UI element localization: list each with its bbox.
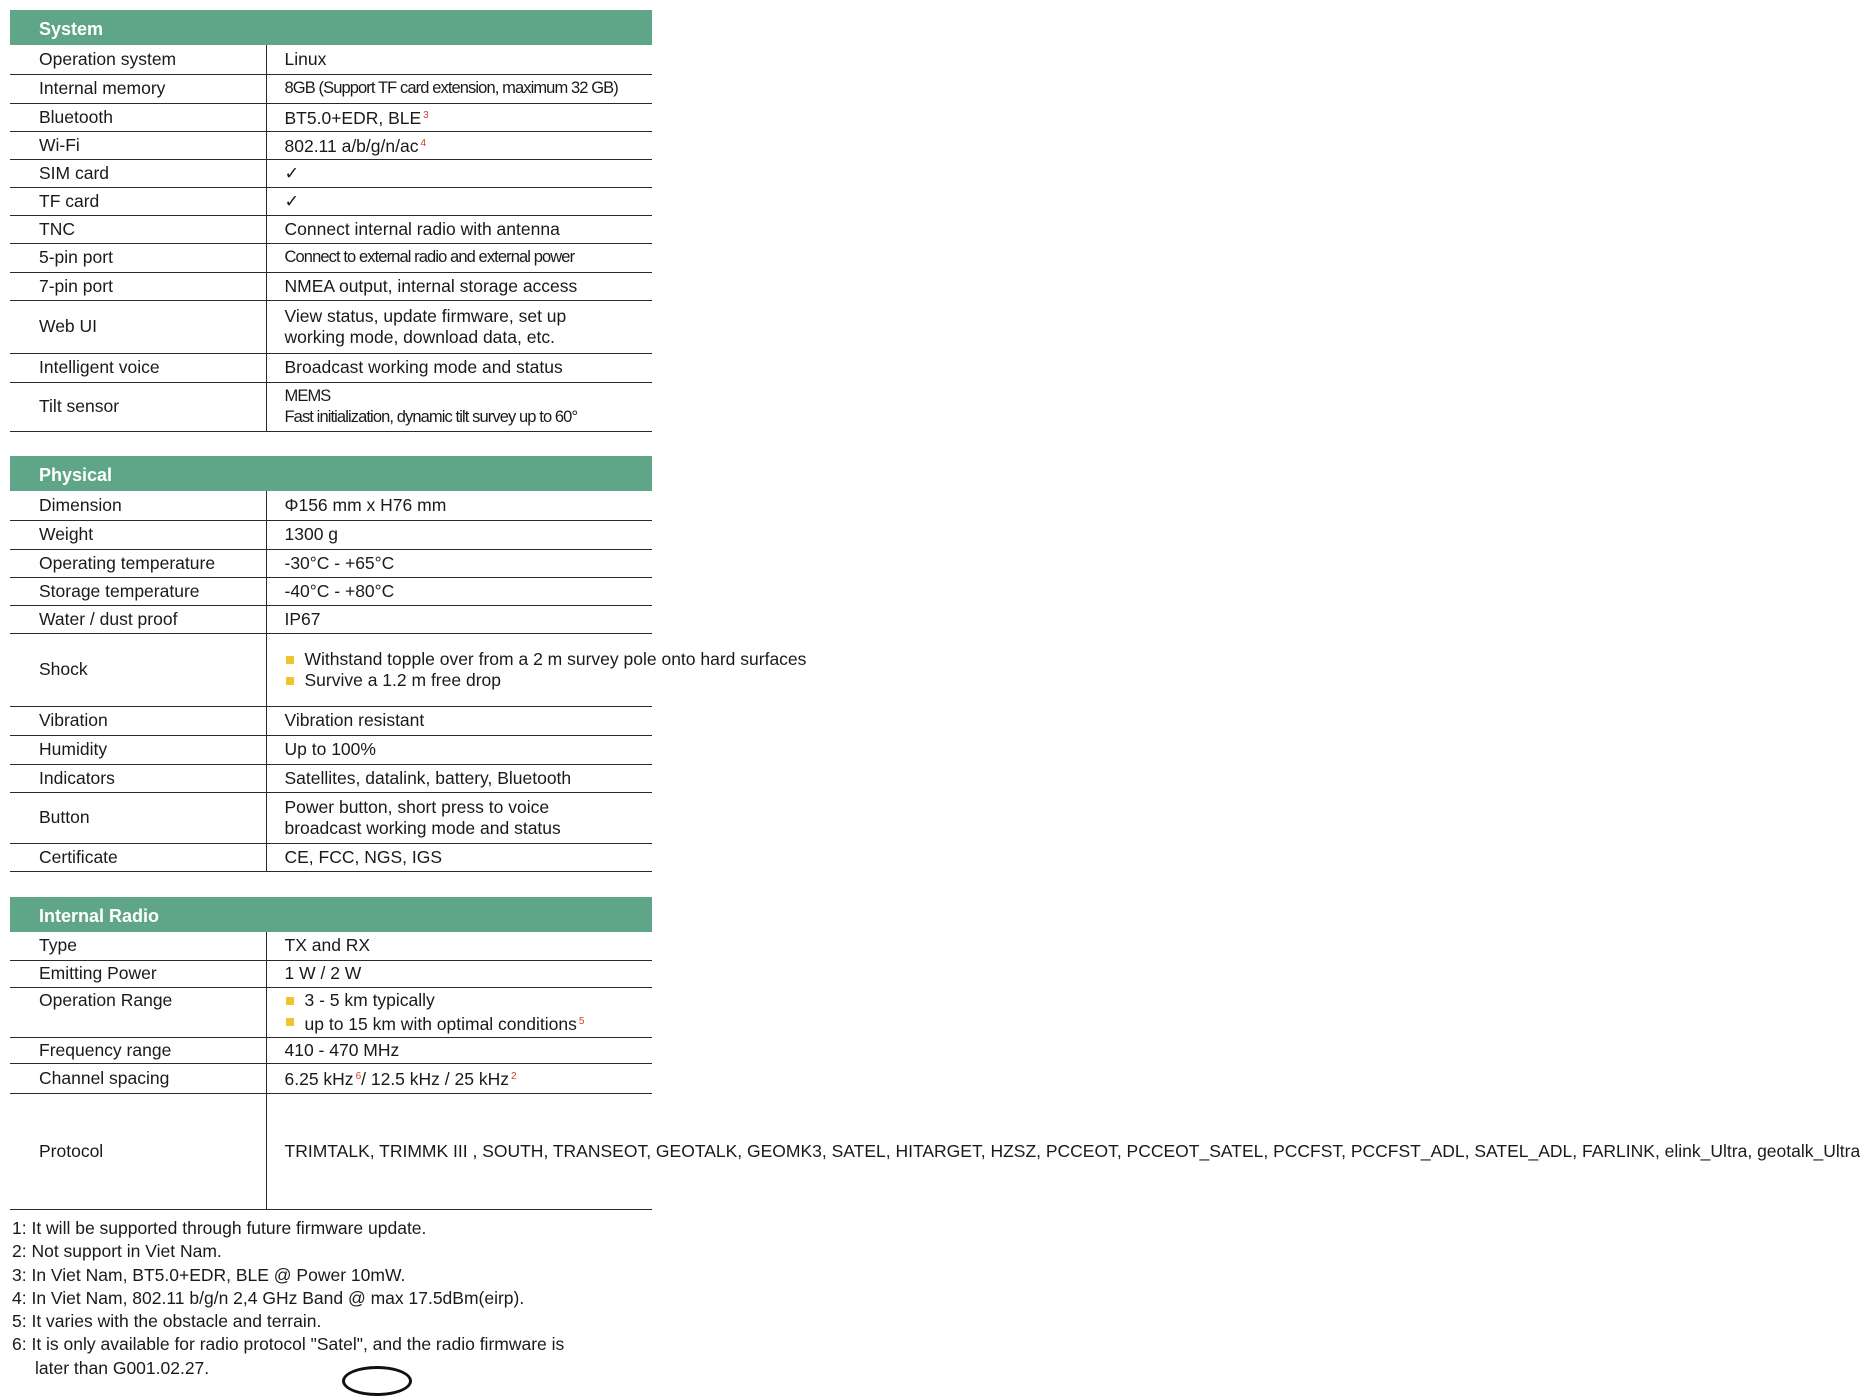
check-icon: ✓ xyxy=(266,187,652,215)
row-value xyxy=(266,987,652,1037)
table-row xyxy=(10,382,652,431)
row-label: Weight xyxy=(10,520,266,549)
row-label: Button xyxy=(10,792,266,843)
row-value: 8GB (Support TF card extension, maximum 32 GB) xyxy=(266,74,652,103)
row-label: Operating temperature xyxy=(10,549,266,577)
table-row xyxy=(10,549,652,577)
table-row xyxy=(10,300,652,353)
row-label: Operation Range xyxy=(10,987,266,1037)
footnote: 3: In Viet Nam, BT5.0+EDR, BLE @ Power 10mW. xyxy=(12,1264,406,1285)
footnote: 4: In Viet Nam, 802.11 b/g/n 2,4 GHz Band @ max 17.5dBm(eirp). xyxy=(12,1287,525,1308)
footnote-marker: 3 xyxy=(423,110,429,121)
row-label: Internal memory xyxy=(10,74,266,103)
row-value: Broadcast working mode and status xyxy=(266,353,652,382)
table-row xyxy=(10,353,652,382)
table-row xyxy=(10,1093,652,1209)
row-label: Bluetooth xyxy=(10,103,266,131)
table-row xyxy=(10,131,652,159)
row-value: TRIMTALK, TRIMMK III , SOUTH, TRANSEOT, GEOTALK, GEOMK3, SATEL, HITARGET, HZSZ, PCCEOT, PCCEOT_SATEL, PCCFST, PCCFST_ADL, SATEL_ADL, FARLINK, elink_Ultra, geotalk_Ultra xyxy=(266,1093,652,1209)
row-value xyxy=(266,1063,652,1093)
physical-table xyxy=(10,491,807,872)
check-icon: ✓ xyxy=(266,159,652,187)
table-row xyxy=(10,1063,652,1093)
footnote: 6: It is only available for radio protocol "Satel", and the radio firmware is xyxy=(12,1334,565,1355)
row-label: Humidity xyxy=(10,735,266,764)
row-value: Satellites, datalink, battery, Bluetooth xyxy=(266,764,652,792)
row-label: Emitting Power xyxy=(10,960,266,987)
row-value xyxy=(266,382,652,431)
row-label: Tilt sensor xyxy=(10,382,266,431)
system-table xyxy=(10,45,652,432)
row-value xyxy=(266,633,807,706)
row-value: Linux xyxy=(266,45,652,74)
table-row xyxy=(10,491,652,520)
table-row xyxy=(10,103,652,131)
bullet-text: up to 15 km with optimal conditions xyxy=(304,1013,577,1034)
logo-arc-icon xyxy=(342,1366,412,1396)
table-row xyxy=(10,987,652,1037)
row-value: 410 - 470 MHz xyxy=(266,1037,652,1063)
footnote-marker: 4 xyxy=(420,138,427,149)
row-label: Channel spacing xyxy=(10,1063,266,1093)
table-row xyxy=(10,272,652,300)
table-row xyxy=(10,187,652,215)
row-value: Up to 100% xyxy=(266,735,652,764)
row-value: Vibration resistant xyxy=(266,706,652,735)
row-label: Water / dust proof xyxy=(10,605,266,633)
footnote: 2: Not support in Viet Nam. xyxy=(12,1241,222,1262)
table-row xyxy=(10,960,652,987)
row-value: 1300 g xyxy=(266,520,652,549)
radio-table xyxy=(10,932,1860,1210)
table-row xyxy=(10,932,652,960)
footnote-marker: 6 xyxy=(355,1071,362,1082)
row-value: Φ156 mm x H76 mm xyxy=(266,491,652,520)
row-value: Connect to external radio and external power xyxy=(266,243,652,272)
value-line: Power button, short press to voice xyxy=(284,796,550,817)
row-label: Type xyxy=(10,932,266,960)
footnote: 5: It varies with the obstacle and terrain. xyxy=(12,1311,322,1332)
table-row xyxy=(10,735,652,764)
value-line: Fast initialization, dynamic tilt survey up to 60° xyxy=(284,407,578,426)
table-row xyxy=(10,159,652,187)
row-label: Protocol xyxy=(10,1093,266,1209)
row-label: 7-pin port xyxy=(10,272,266,300)
table-row xyxy=(10,215,652,243)
row-label: Operation system xyxy=(10,45,266,74)
table-row xyxy=(10,577,652,605)
system-header: System xyxy=(10,10,652,45)
row-label: TNC xyxy=(10,215,266,243)
row-label: Vibration xyxy=(10,706,266,735)
physical-header: Physical xyxy=(10,456,652,491)
row-label: 5-pin port xyxy=(10,243,266,272)
row-value xyxy=(266,131,652,159)
bullet-item: Survive a 1.2 m free drop xyxy=(285,670,653,691)
value-line: broadcast working mode and status xyxy=(284,817,561,838)
value-line: MEMS xyxy=(284,386,331,405)
system-section xyxy=(10,10,652,432)
radio-section xyxy=(10,897,1860,1210)
row-label: Shock xyxy=(10,633,266,706)
row-value xyxy=(266,103,652,131)
value-line: working mode, download data, etc. xyxy=(284,326,555,347)
bullet-item: Withstand topple over from a 2 m survey pole onto hard surfaces xyxy=(285,649,653,670)
row-label: SIM card xyxy=(10,159,266,187)
physical-section xyxy=(10,456,807,872)
row-value: IP67 xyxy=(266,605,652,633)
row-value: -30°C - +65°C xyxy=(266,549,652,577)
bullet-item: 3 - 5 km typically xyxy=(285,990,653,1011)
footnotes xyxy=(12,1217,667,1380)
table-row xyxy=(10,74,652,103)
footnote-marker: 2 xyxy=(510,1071,517,1082)
row-value: NMEA output, internal storage access xyxy=(266,272,652,300)
row-label: TF card xyxy=(10,187,266,215)
value-line: View status, update firmware, set up xyxy=(284,305,567,326)
table-row xyxy=(10,45,652,74)
table-row xyxy=(10,706,652,735)
table-row xyxy=(10,764,652,792)
row-value: Connect internal radio with antenna xyxy=(266,215,652,243)
footnote-continuation: later than G001.02.27. xyxy=(35,1357,210,1378)
row-label: Web UI xyxy=(10,300,266,353)
row-value: TX and RX xyxy=(266,932,652,960)
radio-header: Internal Radio xyxy=(10,897,652,932)
footnote: 1: It will be supported through future firmware update. xyxy=(12,1218,427,1238)
bullet-item xyxy=(285,1011,653,1035)
row-value: 1 W / 2 W xyxy=(266,960,652,987)
row-value: CE, FCC, NGS, IGS xyxy=(266,843,652,871)
table-row xyxy=(10,243,652,272)
row-label: Certificate xyxy=(10,843,266,871)
wifi-value: 802.11 a/b/g/n/ac xyxy=(284,136,419,156)
spacing-value: 6.25 kHz xyxy=(284,1069,354,1089)
table-row xyxy=(10,633,652,706)
row-label: Dimension xyxy=(10,491,266,520)
row-label: Indicators xyxy=(10,764,266,792)
footnote-marker: 5 xyxy=(578,1015,585,1027)
bluetooth-value: BT5.0+EDR, BLE xyxy=(284,108,422,128)
row-label: Wi-Fi xyxy=(10,131,266,159)
table-row xyxy=(10,520,652,549)
spacing-value: / 12.5 kHz / 25 kHz xyxy=(361,1069,509,1089)
row-value xyxy=(266,300,652,353)
row-label: Intelligent voice xyxy=(10,353,266,382)
row-value: -40°C - +80°C xyxy=(266,577,652,605)
row-label: Frequency range xyxy=(10,1037,266,1063)
table-row xyxy=(10,605,652,633)
row-value xyxy=(266,792,652,843)
row-label: Storage temperature xyxy=(10,577,266,605)
table-row xyxy=(10,1037,652,1063)
table-row xyxy=(10,843,652,871)
table-row xyxy=(10,792,652,843)
